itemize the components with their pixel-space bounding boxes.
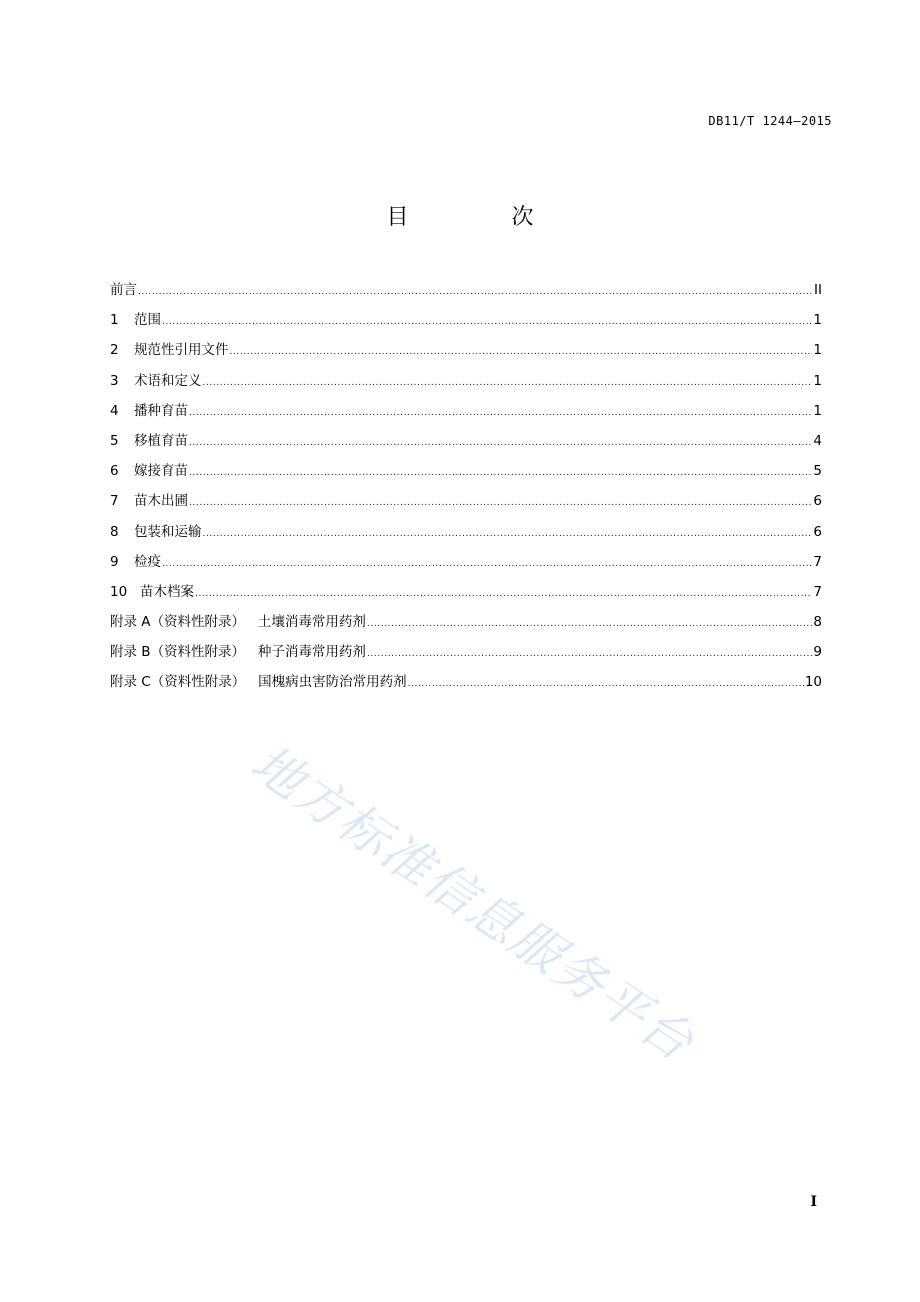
standard-code: DB11/T 1244—2015 [708,114,832,128]
toc-leader [189,498,812,508]
toc-label: （资料性附录） 国槐病虫害防治常用药剂 [150,674,407,691]
toc-label: 移植育苗 [134,432,188,449]
toc-page: 1 [813,342,822,359]
toc-page: 7 [813,583,822,600]
toc-number: 2 [110,342,119,359]
toc-leader [162,559,812,569]
table-of-contents [110,278,822,701]
toc-page: 8 [813,614,822,631]
toc-page: 4 [813,432,822,449]
toc-label: 范围 [134,312,161,329]
toc-number: 3 [110,372,119,389]
toc-entry-9[interactable] [110,550,822,580]
toc-page: 1 [813,402,822,419]
page-title: 目 次 [386,205,582,230]
toc-number: 6 [110,463,119,480]
watermark: 地方标准信息服务平台 [240,733,705,1073]
toc-page: 9 [813,644,822,661]
toc-entry-10[interactable] [110,580,822,610]
toc-label: 包装和运输 [134,523,202,540]
toc-label: 播种育苗 [134,402,188,419]
toc-number: 附录 A [110,614,151,631]
toc-number: 5 [110,432,119,449]
toc-entry-5[interactable] [110,429,822,459]
toc-leader [203,529,813,539]
toc-number: 8 [110,523,119,540]
toc-entry-appendix-a[interactable] [110,610,822,640]
toc-entry-foreword[interactable] [110,278,822,308]
toc-page: II [814,282,822,298]
toc-label: 术语和定义 [134,372,202,389]
toc-entry-6[interactable] [110,459,822,489]
toc-entry-1[interactable] [110,308,822,338]
toc-leader [367,619,813,629]
toc-leader [230,347,813,357]
toc-label: 苗木出圃 [134,493,188,510]
toc-label: 苗木档案 [140,583,194,600]
toc-page: 7 [813,553,822,570]
toc-leader [367,649,812,659]
toc-entry-3[interactable] [110,369,822,399]
toc-leader [162,317,812,327]
toc-entry-appendix-b[interactable] [110,640,822,670]
toc-page: 6 [813,523,822,540]
toc-label: 规范性引用文件 [134,342,229,359]
toc-label: 嫁接育苗 [134,463,188,480]
toc-leader [203,378,813,388]
toc-entry-appendix-c[interactable] [110,670,822,700]
toc-leader [195,589,812,599]
toc-number: 4 [110,402,119,419]
toc-entry-7[interactable] [110,489,822,519]
toc-leader [138,287,813,297]
toc-page: 5 [813,463,822,480]
toc-number: 7 [110,493,119,510]
toc-label: （资料性附录） 种子消毒常用药剂 [150,644,366,661]
toc-page: 1 [813,372,822,389]
toc-leader [189,408,812,418]
toc-label: （资料性附录） 土壤消毒常用药剂 [150,614,366,631]
page-number: I [810,1194,817,1210]
toc-page: 10 [804,674,822,691]
toc-entry-8[interactable] [110,520,822,550]
toc-number: 附录 C [110,674,151,691]
toc-label: 检疫 [134,553,161,570]
toc-entry-4[interactable] [110,399,822,429]
toc-number: 9 [110,553,119,570]
toc-leader [189,468,812,478]
toc-page: 6 [813,493,822,510]
toc-number: 10 [110,583,128,600]
toc-page: 1 [813,312,822,329]
toc-number: 1 [110,312,119,329]
toc-entry-2[interactable] [110,338,822,368]
toc-leader [408,679,804,689]
toc-label: 前言 [110,282,137,298]
toc-leader [189,438,812,448]
toc-number: 附录 B [110,644,151,661]
